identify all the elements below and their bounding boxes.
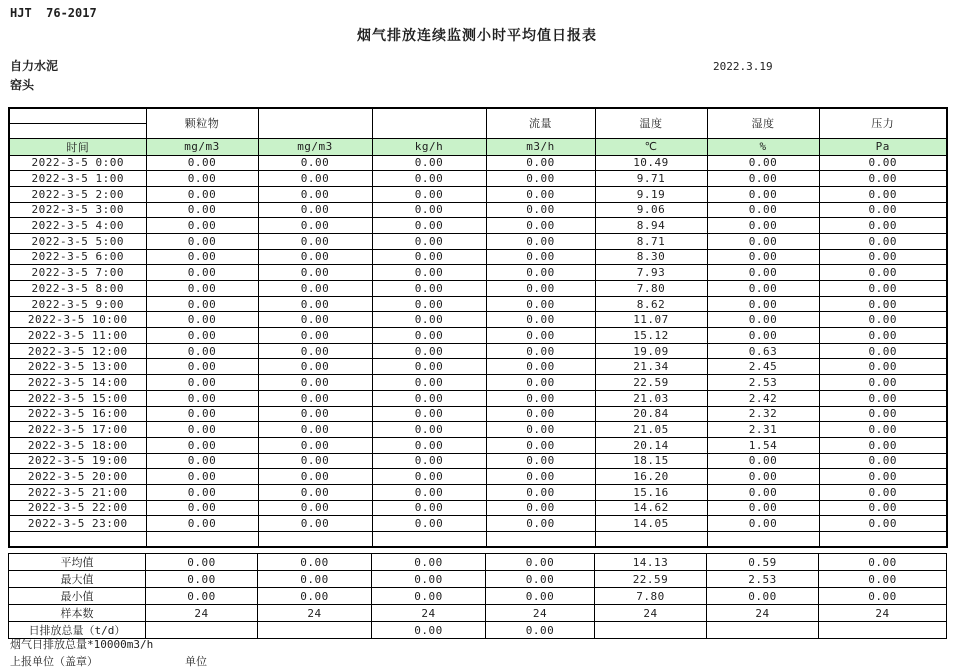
value-cell: 0.00	[258, 155, 372, 171]
time-cell: 2022-3-5 19:00	[9, 453, 146, 469]
value-cell: 0.00	[486, 469, 595, 485]
value-cell: 0.00	[486, 390, 595, 406]
value-cell: 0.63	[707, 343, 819, 359]
table-row	[9, 422, 947, 438]
summary-value-cell: 0.00	[146, 588, 258, 605]
value-cell: 0.00	[819, 155, 947, 171]
summary-value-cell: 24	[707, 605, 819, 622]
value-cell: 2.32	[707, 406, 819, 422]
summary-value-cell: 0.00	[819, 571, 947, 588]
value-cell: 0.00	[146, 390, 258, 406]
station-name: 窑头	[10, 78, 35, 92]
value-cell: 0.00	[486, 406, 595, 422]
summary-value-cell: 24	[486, 605, 595, 622]
time-cell: 2022-3-5 15:00	[9, 390, 146, 406]
value-cell: 0.00	[258, 233, 372, 249]
time-cell: 2022-3-5 18:00	[9, 437, 146, 453]
value-cell: 9.06	[595, 202, 707, 218]
value-cell: 0.00	[819, 265, 947, 281]
group-header-row	[9, 108, 947, 123]
summary-table	[8, 553, 947, 639]
table-row	[9, 406, 947, 422]
footnote-total-emission: 烟气日排放总量*10000m3/h	[10, 638, 154, 651]
value-cell: 20.14	[595, 437, 707, 453]
time-cell: 2022-3-5 2:00	[9, 186, 146, 202]
value-cell: 8.71	[595, 233, 707, 249]
value-cell: 0.00	[819, 202, 947, 218]
time-cell: 2022-3-5 17:00	[9, 422, 146, 438]
value-cell: 0.00	[707, 249, 819, 265]
value-cell: 0.00	[486, 233, 595, 249]
value-cell: 0.00	[258, 328, 372, 344]
value-cell: 0.00	[258, 375, 372, 391]
value-cell: 0.00	[707, 186, 819, 202]
value-cell: 0.00	[146, 469, 258, 485]
value-cell: 0.00	[486, 484, 595, 500]
value-cell: 0.00	[819, 484, 947, 500]
value-cell: 0.00	[372, 233, 486, 249]
summary-value-cell	[258, 622, 372, 639]
value-cell: 15.16	[595, 484, 707, 500]
value-cell: 0.00	[146, 359, 258, 375]
value-cell: 0.00	[819, 375, 947, 391]
value-cell: 0.00	[372, 437, 486, 453]
value-cell: 0.00	[146, 249, 258, 265]
summary-value-cell: 0.00	[486, 571, 595, 588]
value-cell: 0.00	[146, 155, 258, 171]
value-cell: 0.00	[819, 406, 947, 422]
table-row	[9, 375, 947, 391]
value-cell: 0.00	[707, 202, 819, 218]
summary-value-cell: 2.53	[707, 571, 819, 588]
empty-cell	[146, 532, 258, 548]
empty-cell	[9, 532, 146, 548]
summary-value-cell: 0.00	[707, 588, 819, 605]
header-humidity: 湿度	[707, 108, 819, 138]
time-cell: 2022-3-5 1:00	[9, 171, 146, 187]
value-cell: 0.00	[258, 469, 372, 485]
table-row	[9, 390, 947, 406]
value-cell: 0.00	[372, 249, 486, 265]
value-cell: 0.00	[146, 296, 258, 312]
table-row	[9, 155, 947, 171]
value-cell: 0.00	[819, 312, 947, 328]
table-row	[9, 171, 947, 187]
value-cell: 0.00	[707, 265, 819, 281]
value-cell: 0.00	[146, 375, 258, 391]
value-cell: 0.00	[258, 202, 372, 218]
value-cell: 0.00	[146, 484, 258, 500]
value-cell: 0.00	[707, 500, 819, 516]
company-name: 自力水泥	[10, 59, 59, 73]
value-cell: 9.71	[595, 171, 707, 187]
value-cell: 21.34	[595, 359, 707, 375]
value-cell: 0.00	[146, 265, 258, 281]
report-table	[8, 107, 948, 548]
time-cell: 2022-3-5 22:00	[9, 500, 146, 516]
value-cell: 0.00	[707, 218, 819, 234]
value-cell: 0.00	[372, 343, 486, 359]
spacer-row	[9, 532, 947, 548]
time-cell: 2022-3-5 16:00	[9, 406, 146, 422]
value-cell: 0.00	[258, 437, 372, 453]
empty-cell	[819, 532, 947, 548]
value-cell: 18.15	[595, 453, 707, 469]
value-cell: 0.00	[146, 328, 258, 344]
time-cell: 2022-3-5 8:00	[9, 281, 146, 297]
table-row	[9, 233, 947, 249]
time-cell: 2022-3-5 21:00	[9, 484, 146, 500]
value-cell: 2.53	[707, 375, 819, 391]
summary-label-cell: 最大值	[9, 571, 146, 588]
value-cell: 9.19	[595, 186, 707, 202]
summary-label-cell: 日排放总量（t/d）	[9, 622, 146, 639]
table-row	[9, 202, 947, 218]
value-cell: 0.00	[258, 249, 372, 265]
value-cell: 0.00	[819, 281, 947, 297]
units-m3h: m3/h	[486, 138, 595, 155]
value-cell: 0.00	[486, 500, 595, 516]
value-cell: 0.00	[707, 296, 819, 312]
units-mgm3: mg/m3	[258, 138, 372, 155]
summary-value-cell: 0.00	[258, 554, 372, 571]
summary-value-cell	[819, 622, 947, 639]
value-cell: 0.00	[372, 500, 486, 516]
value-cell: 0.00	[372, 328, 486, 344]
value-cell: 0.00	[372, 453, 486, 469]
empty-cell	[258, 532, 372, 548]
summary-value-cell: 24	[595, 605, 707, 622]
time-cell: 2022-3-5 9:00	[9, 296, 146, 312]
value-cell: 0.00	[146, 186, 258, 202]
value-cell: 0.00	[372, 186, 486, 202]
value-cell: 1.54	[707, 437, 819, 453]
table-row	[9, 186, 947, 202]
value-cell: 0.00	[372, 296, 486, 312]
value-cell: 0.00	[486, 249, 595, 265]
value-cell: 0.00	[372, 155, 486, 171]
value-cell: 0.00	[486, 186, 595, 202]
value-cell: 0.00	[486, 296, 595, 312]
value-cell: 15.12	[595, 328, 707, 344]
value-cell: 0.00	[486, 265, 595, 281]
value-cell: 0.00	[258, 296, 372, 312]
value-cell: 0.00	[372, 375, 486, 391]
value-cell: 0.00	[146, 500, 258, 516]
value-cell: 0.00	[258, 265, 372, 281]
value-cell: 0.00	[146, 233, 258, 249]
table-row	[9, 484, 947, 500]
summary-row	[9, 571, 947, 588]
summary-value-cell: 0.00	[486, 554, 595, 571]
value-cell: 0.00	[707, 171, 819, 187]
value-cell: 0.00	[819, 500, 947, 516]
summary-row	[9, 588, 947, 605]
header-blank-cell	[372, 108, 486, 138]
value-cell: 20.84	[595, 406, 707, 422]
table-row	[9, 312, 947, 328]
value-cell: 0.00	[372, 406, 486, 422]
value-cell: 0.00	[819, 437, 947, 453]
time-cell: 2022-3-5 23:00	[9, 516, 146, 532]
value-cell: 0.00	[258, 484, 372, 500]
summary-row	[9, 605, 947, 622]
summary-value-cell: 14.13	[595, 554, 707, 571]
summary-value-cell: 0.00	[819, 588, 947, 605]
summary-value-cell	[146, 622, 258, 639]
empty-cell	[372, 532, 486, 548]
value-cell: 0.00	[486, 375, 595, 391]
summary-value-cell: 0.00	[146, 571, 258, 588]
header-flow: 流量	[486, 108, 595, 138]
value-cell: 0.00	[258, 453, 372, 469]
value-cell: 0.00	[486, 359, 595, 375]
time-cell: 2022-3-5 0:00	[9, 155, 146, 171]
value-cell: 19.09	[595, 343, 707, 359]
header-blank-cell	[258, 108, 372, 138]
value-cell: 0.00	[707, 233, 819, 249]
report-unit-label: 上报单位（盖章）	[10, 655, 98, 668]
time-cell: 2022-3-5 20:00	[9, 469, 146, 485]
table-row	[9, 265, 947, 281]
value-cell: 0.00	[707, 155, 819, 171]
value-cell: 0.00	[258, 516, 372, 532]
value-cell: 11.07	[595, 312, 707, 328]
empty-cell	[486, 532, 595, 548]
value-cell: 0.00	[819, 186, 947, 202]
value-cell: 0.00	[146, 343, 258, 359]
value-cell: 10.49	[595, 155, 707, 171]
value-cell: 0.00	[486, 312, 595, 328]
page-title: 烟气排放连续监测小时平均值日报表	[357, 28, 597, 44]
table-row	[9, 218, 947, 234]
value-cell: 0.00	[372, 312, 486, 328]
table-row	[9, 516, 947, 532]
units-percent: %	[707, 138, 819, 155]
value-cell: 22.59	[595, 375, 707, 391]
value-cell: 0.00	[372, 218, 486, 234]
time-cell: 2022-3-5 10:00	[9, 312, 146, 328]
value-cell: 0.00	[486, 218, 595, 234]
value-cell: 0.00	[146, 406, 258, 422]
value-cell: 7.93	[595, 265, 707, 281]
value-cell: 0.00	[146, 437, 258, 453]
summary-value-cell: 0.00	[819, 554, 947, 571]
value-cell: 0.00	[486, 328, 595, 344]
summary-value-cell: 24	[258, 605, 372, 622]
header-blank-cell	[9, 108, 146, 123]
value-cell: 0.00	[819, 171, 947, 187]
value-cell: 14.62	[595, 500, 707, 516]
units-kgh: kg/h	[372, 138, 486, 155]
time-cell: 2022-3-5 5:00	[9, 233, 146, 249]
value-cell: 0.00	[819, 469, 947, 485]
value-cell: 0.00	[258, 343, 372, 359]
value-cell: 0.00	[258, 500, 372, 516]
table-row	[9, 500, 947, 516]
header-blank-cell	[9, 123, 146, 138]
value-cell: 0.00	[372, 281, 486, 297]
summary-value-cell: 22.59	[595, 571, 707, 588]
value-cell: 14.05	[595, 516, 707, 532]
table-row	[9, 359, 947, 375]
value-cell: 0.00	[258, 312, 372, 328]
summary-value-cell: 0.00	[372, 588, 486, 605]
value-cell: 0.00	[819, 296, 947, 312]
time-cell: 2022-3-5 11:00	[9, 328, 146, 344]
value-cell: 21.03	[595, 390, 707, 406]
units-pa: Pa	[819, 138, 947, 155]
value-cell: 0.00	[486, 171, 595, 187]
time-cell: 2022-3-5 14:00	[9, 375, 146, 391]
value-cell: 0.00	[707, 328, 819, 344]
value-cell: 0.00	[146, 281, 258, 297]
header-particulate: 颗粒物	[146, 108, 258, 138]
value-cell: 7.80	[595, 281, 707, 297]
value-cell: 0.00	[486, 281, 595, 297]
value-cell: 0.00	[819, 249, 947, 265]
value-cell: 0.00	[486, 437, 595, 453]
value-cell: 0.00	[146, 422, 258, 438]
summary-value-cell: 0.00	[258, 571, 372, 588]
value-cell: 21.05	[595, 422, 707, 438]
value-cell: 0.00	[486, 155, 595, 171]
value-cell: 0.00	[258, 281, 372, 297]
units-mgm3: mg/m3	[146, 138, 258, 155]
value-cell: 8.94	[595, 218, 707, 234]
table-row	[9, 437, 947, 453]
value-cell: 0.00	[819, 390, 947, 406]
time-cell: 2022-3-5 12:00	[9, 343, 146, 359]
value-cell: 0.00	[258, 406, 372, 422]
summary-value-cell: 0.00	[486, 622, 595, 639]
value-cell: 0.00	[258, 186, 372, 202]
value-cell: 0.00	[819, 328, 947, 344]
value-cell: 0.00	[372, 265, 486, 281]
value-cell: 0.00	[486, 422, 595, 438]
summary-value-cell: 0.00	[372, 554, 486, 571]
value-cell: 8.30	[595, 249, 707, 265]
empty-cell	[595, 532, 707, 548]
table-row	[9, 328, 947, 344]
value-cell: 0.00	[372, 202, 486, 218]
summary-value-cell: 7.80	[595, 588, 707, 605]
value-cell: 0.00	[819, 516, 947, 532]
summary-value-cell: 0.59	[707, 554, 819, 571]
value-cell: 0.00	[372, 469, 486, 485]
summary-label-cell: 样本数	[9, 605, 146, 622]
value-cell: 0.00	[819, 359, 947, 375]
units-row	[9, 138, 947, 155]
summary-value-cell: 0.00	[258, 588, 372, 605]
table-row	[9, 296, 947, 312]
value-cell: 0.00	[819, 218, 947, 234]
value-cell: 0.00	[707, 484, 819, 500]
value-cell: 0.00	[146, 516, 258, 532]
summary-value-cell: 0.00	[146, 554, 258, 571]
value-cell: 0.00	[146, 202, 258, 218]
time-cell: 2022-3-5 4:00	[9, 218, 146, 234]
value-cell: 0.00	[819, 343, 947, 359]
value-cell: 0.00	[372, 359, 486, 375]
summary-value-cell: 24	[146, 605, 258, 622]
value-cell: 0.00	[707, 469, 819, 485]
summary-label-cell: 最小值	[9, 588, 146, 605]
value-cell: 0.00	[486, 343, 595, 359]
summary-value-cell: 0.00	[372, 622, 486, 639]
summary-value-cell: 0.00	[372, 571, 486, 588]
value-cell: 0.00	[372, 484, 486, 500]
table-row	[9, 453, 947, 469]
header-temperature: 温度	[595, 108, 707, 138]
value-cell: 0.00	[258, 422, 372, 438]
value-cell: 0.00	[707, 516, 819, 532]
value-cell: 0.00	[707, 281, 819, 297]
table-row	[9, 249, 947, 265]
units-time: 时间	[9, 138, 146, 155]
value-cell: 0.00	[486, 453, 595, 469]
report-date: 2022.3.19	[713, 60, 773, 73]
summary-value-cell: 0.00	[486, 588, 595, 605]
value-cell: 0.00	[146, 218, 258, 234]
value-cell: 0.00	[372, 390, 486, 406]
time-cell: 2022-3-5 13:00	[9, 359, 146, 375]
empty-cell	[707, 532, 819, 548]
value-cell: 0.00	[372, 171, 486, 187]
value-cell: 0.00	[819, 233, 947, 249]
value-cell: 0.00	[486, 516, 595, 532]
unit-label: 单位	[185, 655, 207, 668]
value-cell: 0.00	[372, 516, 486, 532]
value-cell: 2.31	[707, 422, 819, 438]
value-cell: 8.62	[595, 296, 707, 312]
table-row	[9, 343, 947, 359]
value-cell: 0.00	[258, 218, 372, 234]
value-cell: 0.00	[819, 422, 947, 438]
time-cell: 2022-3-5 7:00	[9, 265, 146, 281]
table-row	[9, 469, 947, 485]
value-cell: 0.00	[258, 359, 372, 375]
value-cell: 0.00	[819, 453, 947, 469]
time-cell: 2022-3-5 3:00	[9, 202, 146, 218]
value-cell: 0.00	[486, 202, 595, 218]
value-cell: 16.20	[595, 469, 707, 485]
header-pressure: 压力	[819, 108, 947, 138]
units-celsius: ℃	[595, 138, 707, 155]
value-cell: 0.00	[707, 312, 819, 328]
value-cell: 2.45	[707, 359, 819, 375]
doc-code: HJT 76-2017	[10, 6, 97, 20]
summary-value-cell	[707, 622, 819, 639]
time-cell: 2022-3-5 6:00	[9, 249, 146, 265]
summary-value-cell	[595, 622, 707, 639]
summary-value-cell: 24	[819, 605, 947, 622]
value-cell: 2.42	[707, 390, 819, 406]
summary-label-cell: 平均值	[9, 554, 146, 571]
value-cell: 0.00	[146, 453, 258, 469]
value-cell: 0.00	[146, 171, 258, 187]
summary-row	[9, 554, 947, 571]
value-cell: 0.00	[707, 453, 819, 469]
value-cell: 0.00	[146, 312, 258, 328]
value-cell: 0.00	[372, 422, 486, 438]
value-cell: 0.00	[258, 171, 372, 187]
table-row	[9, 281, 947, 297]
summary-value-cell: 24	[372, 605, 486, 622]
value-cell: 0.00	[258, 390, 372, 406]
